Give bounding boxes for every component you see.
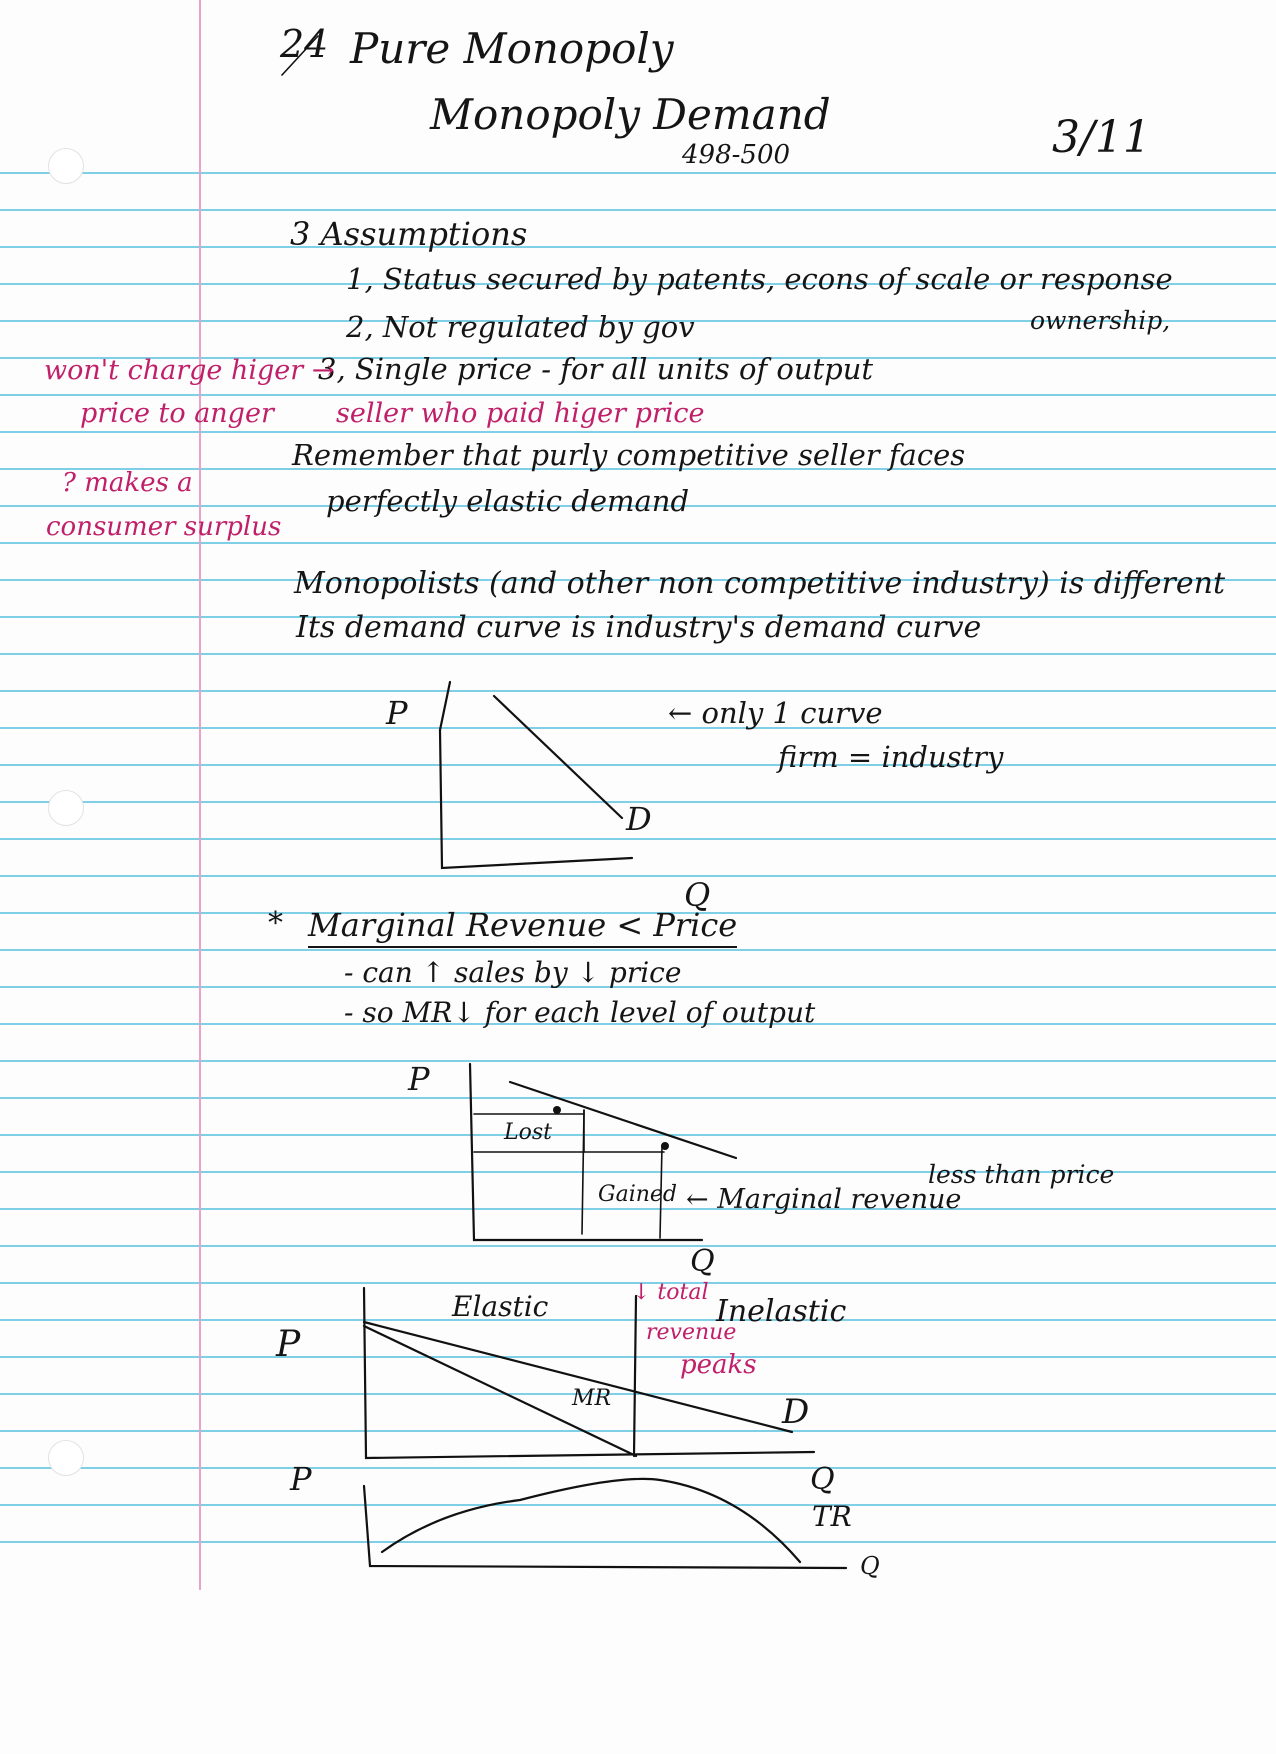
graph-4-tr-curve [382,1479,800,1562]
chapter-number: 24 [280,22,329,66]
assumption-1-cont: ownership, [1030,306,1171,335]
margin-note-2-line2: consumer surplus [46,512,282,542]
page-subtitle: Monopoly Demand [430,90,831,139]
graph-3-note-2: revenue [646,1320,737,1345]
assumption-1: 1, Status secured by patents, econs of scale or response [346,262,1173,296]
date: 3/11 [1052,112,1151,163]
graph-3-note-3: peaks [680,1350,757,1380]
mr-bullet-2: - so MR↓ for each level of output [344,996,816,1029]
graph-3-inelastic-label: Inelastic [716,1294,847,1329]
monopolists-line-2: Its demand curve is industry's demand curve [296,610,982,645]
margin-note-1-line2: price to anger [80,398,274,429]
graph-3-elastic-label: Elastic [452,1290,549,1323]
margin-note-1-line1: won't charge higer → [44,355,335,386]
page-range: 498-500 [682,140,791,170]
graph-1-p-label: P [386,694,408,732]
graph-3-p-label: P [276,1324,301,1365]
graph-2-gained-label: Gained [598,1182,677,1207]
remember-line-1: Remember that purly competitive seller faces [292,438,966,472]
graph-2-p-label: P [408,1060,430,1098]
graph-2-mr-label: ← Marginal revenue [686,1184,962,1215]
margin-note-2-line1: ? makes a [62,468,193,498]
monopolists-line-1: Monopolists (and other non competitive industry) is different [294,566,1225,601]
assumption-3: 3, Single price - for all units of output [318,352,874,386]
graph-3-q-label: Q [810,1462,835,1497]
graph-1-d-label: D [626,800,652,838]
graph-4-p-label: P [290,1460,312,1498]
mr-heading: Marginal Revenue < Price [308,906,737,948]
remember-line-2: perfectly elastic demand [326,484,690,518]
graph-1-note-2: firm = industry [778,740,1004,774]
graph-4-tr-label: TR [812,1500,852,1533]
assumptions-heading: 3 Assumptions [290,215,528,253]
graph-1-note-1: ← only 1 curve [668,696,883,730]
margin-note-1-cont: seller who paid higer price [336,398,705,429]
assumption-2: 2, Not regulated by gov [346,310,695,344]
graph-3-note-1: ↓ total [632,1280,709,1305]
mr-bullet-1: - can ↑ sales by ↓ price [344,956,682,989]
star-mark: * [268,906,283,941]
graph-2-q-label: Q [690,1244,715,1279]
graph-4-q-label: Q [860,1552,880,1580]
graph-4-axes [364,1486,846,1568]
graph-3-d-label: D [782,1392,810,1432]
page-title: Pure Monopoly [350,24,674,73]
graph-3-mr-label: MR [572,1386,612,1411]
graph-1-q-label: Q [684,876,711,914]
graph-2-lost-label: Lost [504,1120,552,1145]
graph-2-less-than-price: less than price [928,1160,1115,1189]
